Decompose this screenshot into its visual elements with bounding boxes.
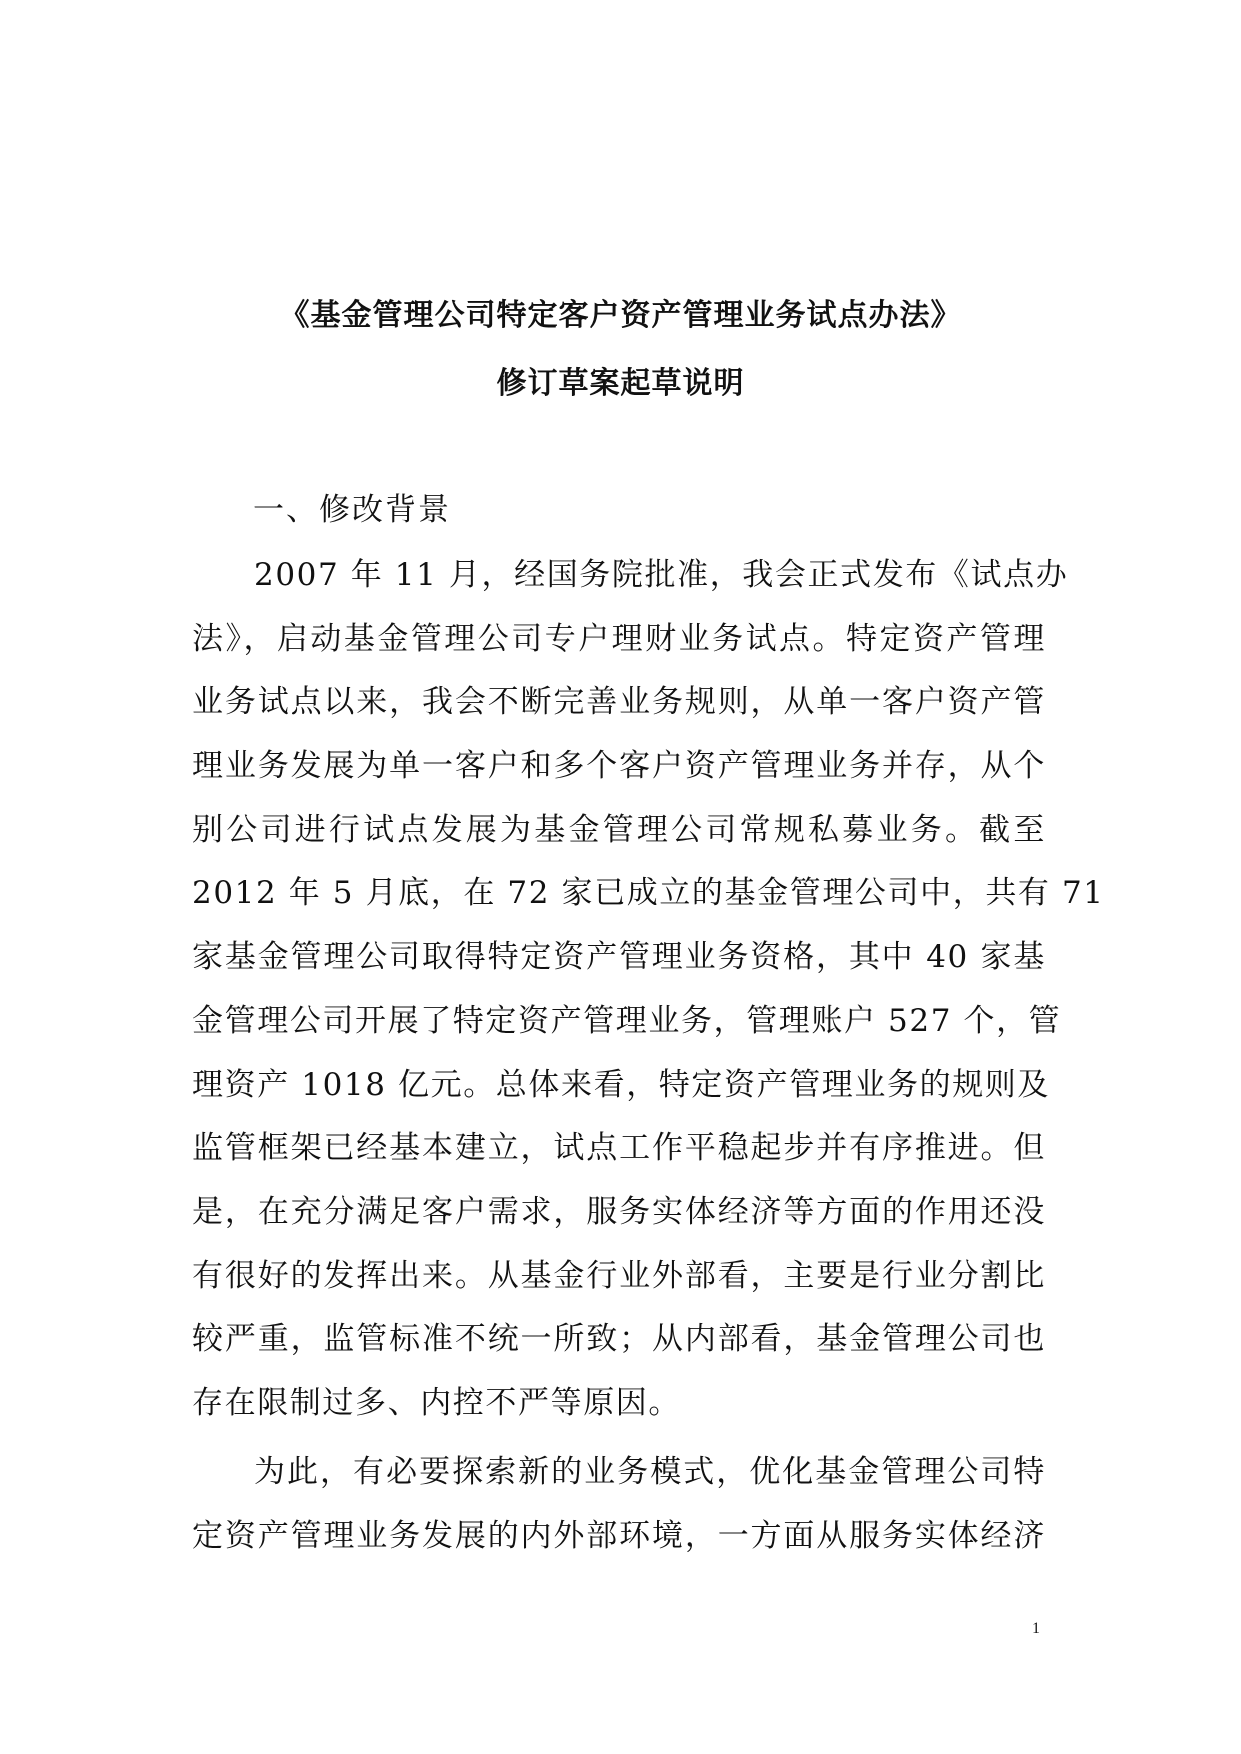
document-title: 《基金管理公司特定客户资产管理业务试点办法》 bbox=[279, 298, 962, 333]
section-heading: 一、修改背景 bbox=[253, 492, 451, 528]
paragraph-line: 有很好的发挥出来。从基金行业外部看，主要是行业分割比 bbox=[192, 1257, 1046, 1294]
paragraph-reason bbox=[192, 1441, 1046, 1568]
paragraph-line: 监管框架已经基本建立，试点工作平稳起步并有序推进。但 bbox=[192, 1130, 1046, 1167]
paragraph-background bbox=[192, 544, 1105, 1436]
paragraph-line: 理业务发展为单一客户和多个客户资产管理业务并存，从个 bbox=[192, 748, 1046, 785]
page-number: 1 bbox=[1032, 1620, 1040, 1637]
paragraph-line: 较严重，监管标准不统一所致；从内部看，基金管理公司也 bbox=[192, 1321, 1046, 1358]
paragraph-line: 家基金管理公司取得特定资产管理业务资格，其中 40 家基 bbox=[192, 939, 1046, 976]
paragraph-line: 存在限制过多、内控不严等原因。 bbox=[192, 1384, 681, 1421]
paragraph-line: 别公司进行试点发展为基金管理公司常规私募业务。截至 bbox=[192, 811, 1046, 848]
paragraph-line: 业务试点以来，我会不断完善业务规则，从单一客户资产管 bbox=[192, 684, 1046, 721]
paragraph-line: 为此，有必要探索新的业务模式，优化基金管理公司特 bbox=[254, 1454, 1046, 1490]
paragraph-line: 定资产管理业务发展的内外部环境，一方面从服务实体经济 bbox=[192, 1517, 1046, 1554]
paragraph-line: 是，在充分满足客户需求，服务实体经济等方面的作用还没 bbox=[192, 1193, 1046, 1230]
paragraph-line: 2012 年 5 月底，在 72 家已成立的基金管理公司中，共有 71 bbox=[192, 875, 1105, 912]
paragraph-line: 法》，启动基金管理公司专户理财业务试点。特定资产管理 bbox=[192, 620, 1046, 657]
paragraph-line: 金管理公司开展了特定资产管理业务，管理账户 527 个，管 bbox=[192, 1002, 1062, 1039]
paragraph-line: 2007 年 11 月，经国务院批准，我会正式发布《试点办 bbox=[254, 557, 1069, 593]
paragraph-line: 理资产 1018 亿元。总体来看，特定资产管理业务的规则及 bbox=[192, 1066, 1050, 1103]
document-subtitle: 修订草案起草说明 bbox=[496, 366, 745, 401]
